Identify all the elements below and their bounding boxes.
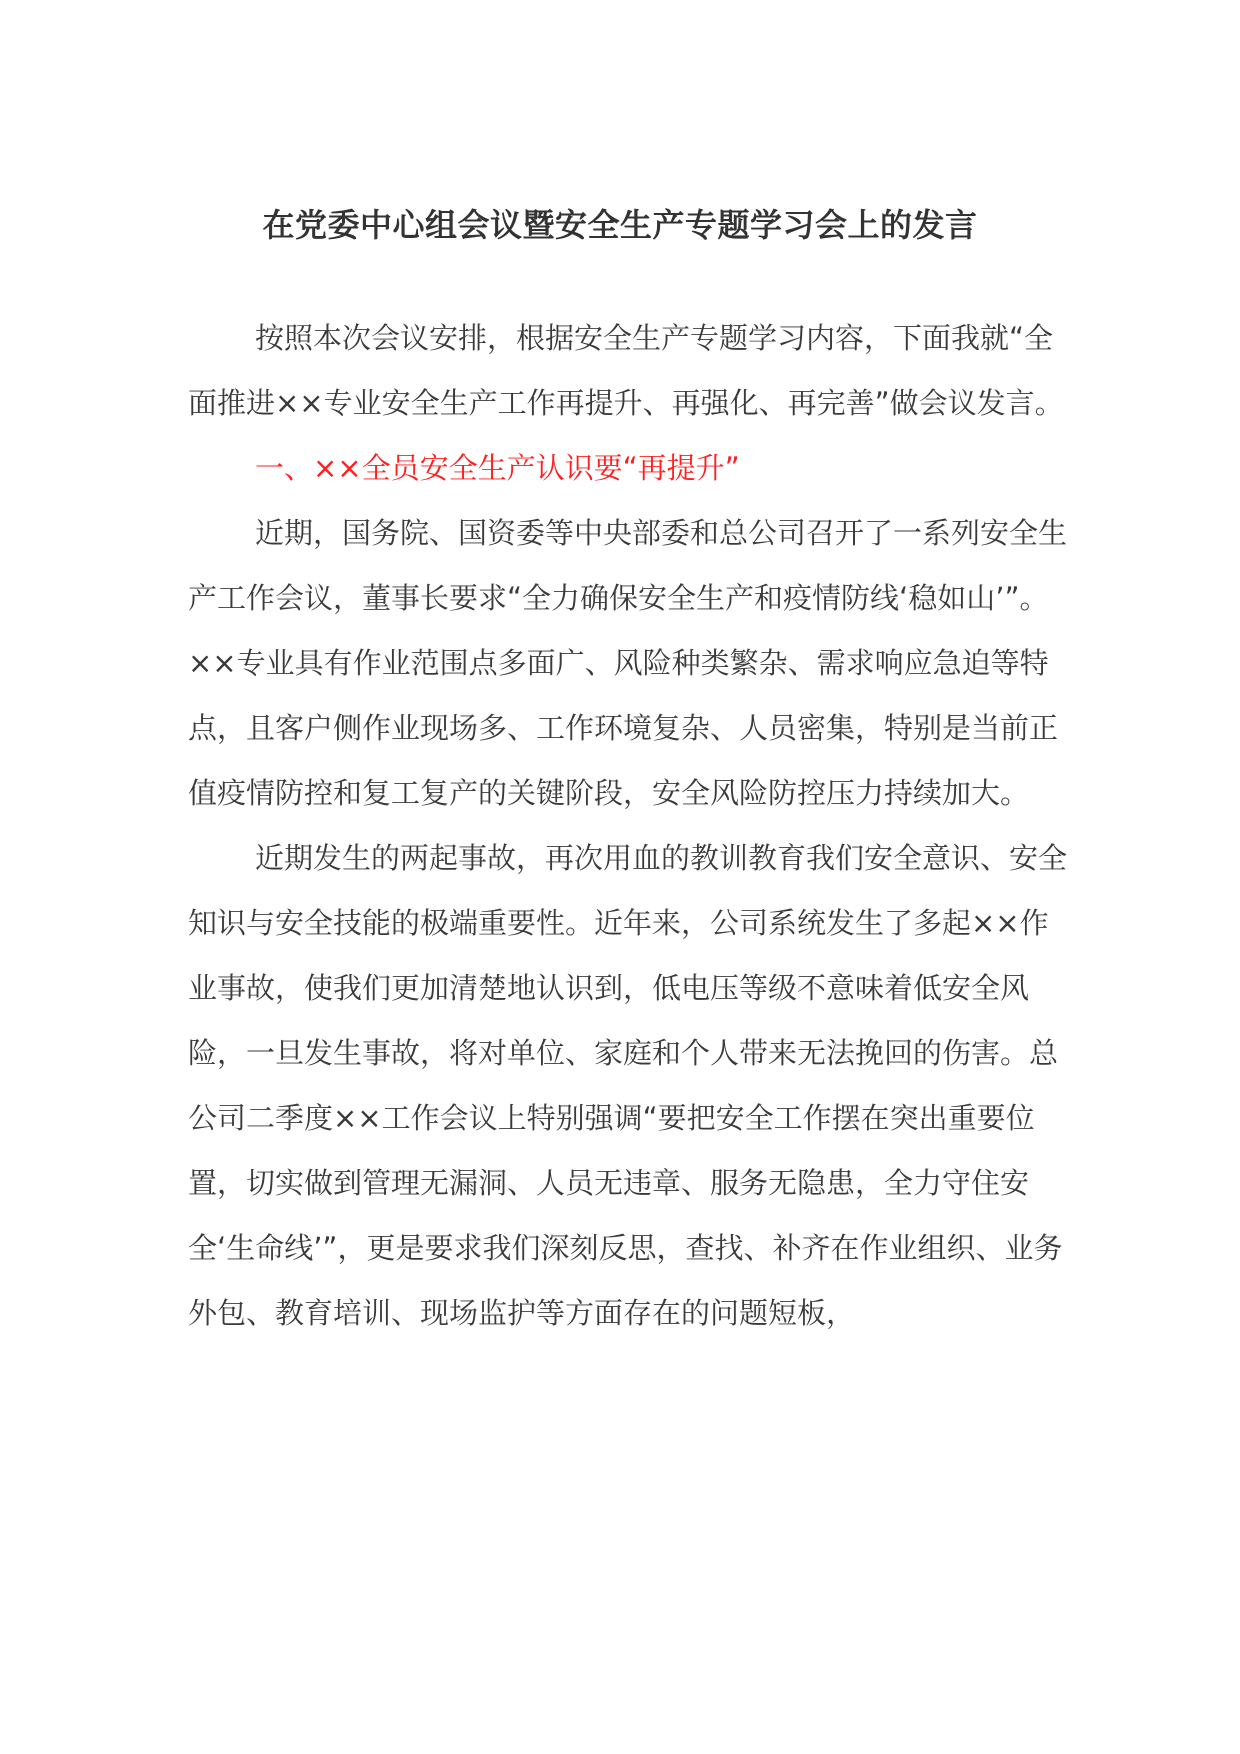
paragraph-intro: 按照本次会议安排，根据安全生产专题学习内容，下面我就“全面推进××专业安全生产工作再提升、再强化、再完善”做会议发言。	[188, 321, 1064, 420]
document-body	[188, 306, 1068, 1346]
paragraph-recent-meetings: 近期，国务院、国资委等中央部委和总公司召开了一系列安全生产工作会议，董事长要求“全力确保安全生产和疫情防线‘稳如山’”。××专业具有作业范围点多面广、风险种类繁杂、需求响应急迫等特点，且客户侧作业现场多、工作环境复杂、人员密集，特别是当前正值疫情防控和复工复产的关键阶段，安全风险防控压力持续加大。	[188, 516, 1068, 810]
paragraph-accidents: 近期发生的两起事故，再次用血的教训教育我们安全意识、安全知识与安全技能的极端重要性。近年来，公司系统发生了多起××作业事故，使我们更加清楚地认识到，低电压等级不意味着低安全风险，一旦发生事故，将对单位、家庭和个人带来无法挽回的伤害。总公司二季度××工作会议上特别强调“要把安全工作摆在突出重要位置，切实做到管理无漏洞、人员无违章、服务无隐患，全力守住安全‘生命线’”，更是要求我们深刻反思，查找、补齐在作业组织、业务外包、教育培训、现场监护等方面存在的问题短板，	[188, 841, 1068, 1330]
document-title: 在党委中心组会议暨安全生产专题学习会上的发言	[262, 206, 978, 244]
section-heading-1: 一、××全员安全生产认识要“再提升”	[255, 451, 740, 485]
